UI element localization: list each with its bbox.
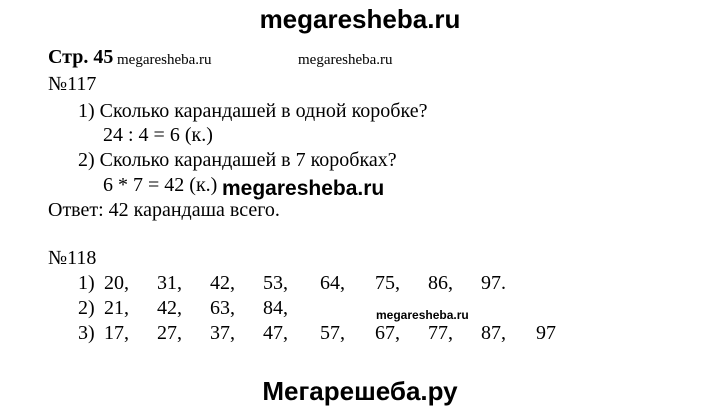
- watermark-middle: megaresheba.ru: [222, 177, 385, 200]
- row-3-value: 67,: [375, 322, 400, 344]
- row-1-value: 31,: [157, 272, 182, 294]
- row-1-value: 53,: [263, 272, 288, 294]
- row-3-value: 17,: [104, 322, 129, 344]
- row-2-label: 2): [78, 297, 95, 319]
- row-1-value: 86,: [428, 272, 453, 294]
- row-1-label: 1): [78, 272, 95, 294]
- task-117-answer: Ответ: 42 карандаша всего.: [48, 199, 280, 221]
- task-117-question-2: 2) Сколько карандашей в 7 коробках?: [78, 149, 397, 171]
- row-3-value: 57,: [320, 322, 345, 344]
- row-1-value: 64,: [320, 272, 345, 294]
- row-1-value: 97.: [481, 272, 506, 294]
- row-2-value: 63,: [210, 297, 235, 319]
- row-3-value: 47,: [263, 322, 288, 344]
- task-117-calc-2: 6 * 7 = 42 (к.): [103, 174, 218, 196]
- row-2-value: 84,: [263, 297, 288, 319]
- row-3-value: 37,: [210, 322, 235, 344]
- watermark-top: megaresheba.ru: [259, 4, 461, 34]
- watermark-bottom: Мегарешеба.ру: [262, 376, 458, 406]
- row-3-label: 3): [78, 322, 95, 344]
- task-117-number: №117: [48, 73, 97, 95]
- row-1-value: 75,: [375, 272, 400, 294]
- task-117-calc-1: 24 : 4 = 6 (к.): [103, 124, 213, 146]
- task-117-question-1: 1) Сколько карандашей в одной коробке?: [78, 100, 428, 122]
- row-3-value: 97: [536, 322, 556, 344]
- row-3-value: 87,: [481, 322, 506, 344]
- row-2-value: 42,: [157, 297, 182, 319]
- row-2-value: 21,: [104, 297, 129, 319]
- watermark-tiny: megaresheba.ru: [376, 308, 469, 322]
- row-3-value: 77,: [428, 322, 453, 344]
- watermark-inline: megaresheba.ru: [117, 52, 212, 68]
- row-1-value: 20,: [104, 272, 129, 294]
- row-3-value: 27,: [157, 322, 182, 344]
- task-118-number: №118: [48, 247, 97, 269]
- watermark-right: megaresheba.ru: [298, 52, 393, 68]
- row-1-value: 42,: [210, 272, 235, 294]
- page-reference: Стр. 45: [48, 46, 114, 68]
